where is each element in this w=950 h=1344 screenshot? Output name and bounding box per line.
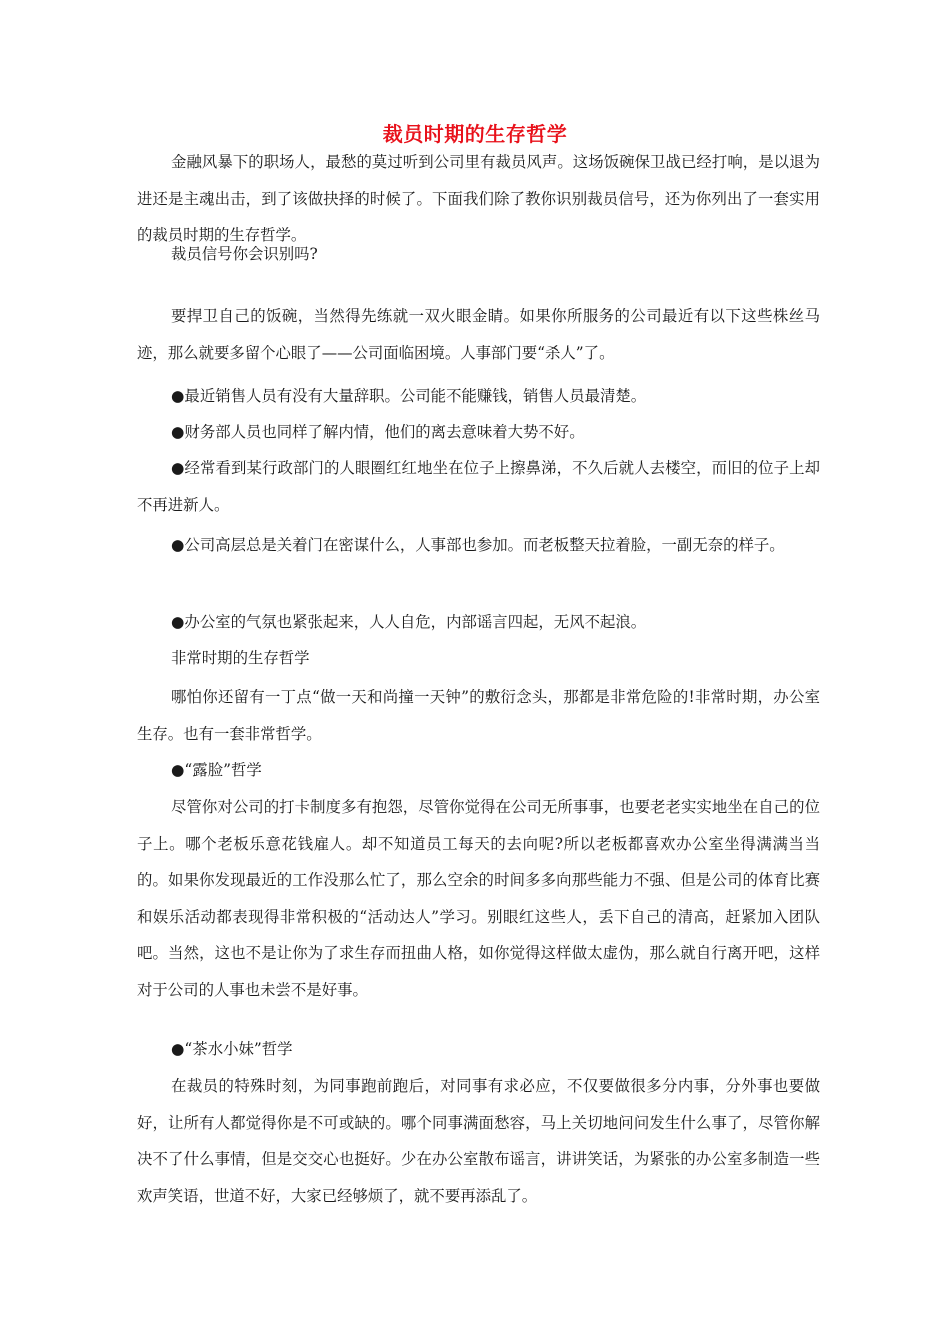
intro-paragraph: 金融风暴下的职场人，最愁的莫过听到公司里有裁员风声。这场饭碗保卫战已经打响，是以退为进还是主魂出击，到了该做抉择的时候了。下面我们除了教你识别裁员信号，还为你列出了一套实用的裁员时期的生存哲学。	[137, 153, 820, 244]
section-heading-signals: 裁员信号你会识别吗?	[171, 245, 318, 263]
show-face-paragraph: 尽管你对公司的打卡制度多有抱怨，尽管你觉得在公司无所事事，也要老老实实地坐在自己的位子上。哪个老板乐意花钱雇人。却不知道员工每天的去向呢?所以老板都喜欢办公室坐得满满当当的。如果你发现最近的工作没那么忙了，那么空余的时间多多向那些能力不强、但是公司的体育比赛和娱乐活动都表现得非常积极的“活动达人”学习。别眼红这些人，丢下自己的清高，赶紧加入团队吧。当然，这也不是让你为了求生存而扭曲人格，如你觉得这样做太虚伪，那么就自行离开吧，这样对于公司的人事也未尝不是好事。	[137, 798, 820, 999]
subheading-tea-girl: ●“茶水小妹”哲学	[171, 1040, 293, 1058]
bullet-management: ●公司高层总是关着门在密谋什么，人事部也参加。而老板整天拉着脸，一副无奈的样子。	[171, 536, 785, 554]
section-heading-survival: 非常时期的生存哲学	[171, 649, 310, 667]
bullet-admin: ●经常看到某行政部门的人眼圈红红地坐在位子上擦鼻涕，不久后就人去楼空，而旧的位子上却不再进新人。	[137, 459, 820, 514]
bullet-sales: ●最近销售人员有没有大量辞职。公司能不能赚钱，销售人员最清楚。	[171, 387, 647, 405]
survival-paragraph: 哪怕你还留有一丁点“做一天和尚撞一天钟”的敷衍念头，那都是非常危险的!非常时期，办公室生存。也有一套非常哲学。	[137, 688, 820, 743]
bullet-atmosphere: ●办公室的气氛也紧张起来，人人自危，内部谣言四起，无风不起浪。	[171, 613, 647, 631]
document-title: 裁员时期的生存哲学	[382, 122, 568, 146]
subheading-show-face: ●“露脸”哲学	[171, 761, 262, 779]
signals-paragraph: 要捍卫自己的饭碗，当然得先练就一双火眼金睛。如果你所服务的公司最近有以下这些株丝马迹，那么就要多留个心眼了——公司面临困境。人事部门要“杀人”了。	[137, 307, 820, 362]
bullet-finance: ●财务部人员也同样了解内情，他们的离去意味着大势不好。	[171, 423, 585, 441]
tea-girl-paragraph: 在裁员的特殊时刻，为同事跑前跑后，对同事有求必应，不仅要做很多分内事，分外事也要做好，让所有人都觉得你是不可或缺的。哪个同事满面愁容，马上关切地问问发生什么事了，尽管你解决不了什么事情，但是交交心也挺好。少在办公室散布谣言，讲讲笑话，为紧张的办公室多制造一些欢声笑语，世道不好，大家已经够烦了，就不要再添乱了。	[137, 1077, 820, 1205]
